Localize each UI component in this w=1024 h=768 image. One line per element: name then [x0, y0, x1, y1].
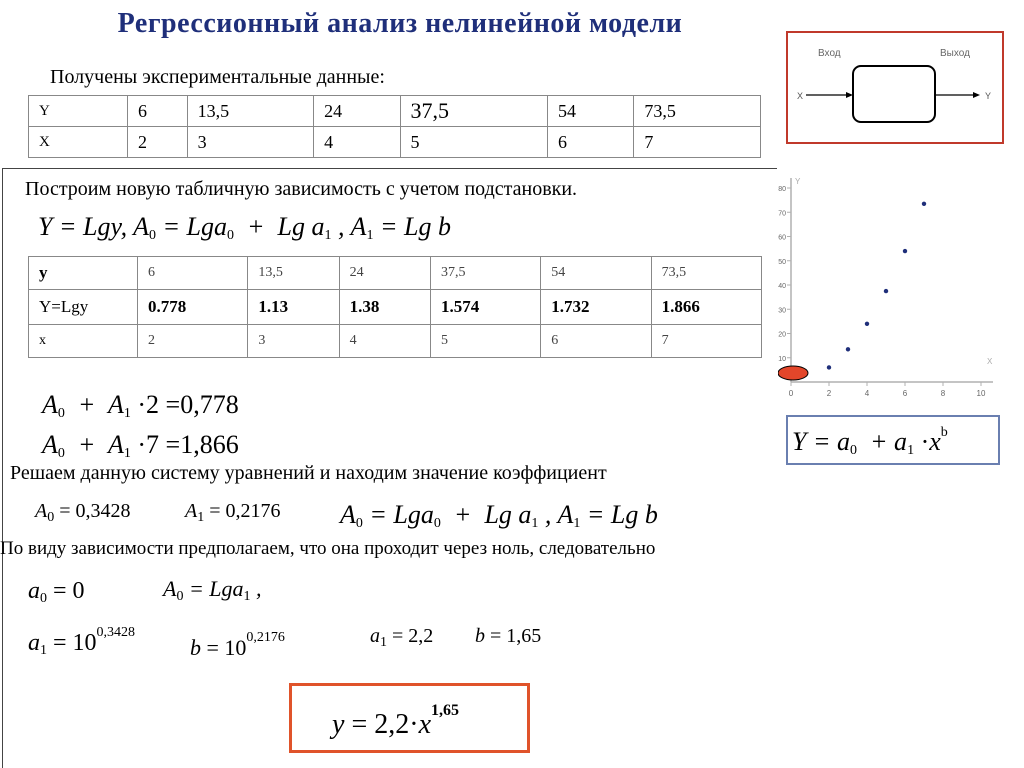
x-tick-label: 6	[902, 389, 908, 398]
table-cell: 7	[634, 127, 761, 158]
x-tick-label: 10	[976, 389, 986, 398]
y-axis-label: Y	[795, 177, 801, 186]
table-cell: 6	[547, 127, 633, 158]
final-result-box	[289, 683, 530, 753]
A0-lg-formula: $A_0 = Lga_1$ ,	[163, 576, 262, 604]
substitution-formula: Y = Lgy, $A_0 = Lga_0 + Lg$ $a_1$ , $A_1 = Lg$ b	[38, 212, 451, 243]
b-value-formula: b = 1,65	[475, 625, 542, 647]
diagram-output-label: Выход	[940, 48, 970, 59]
diagram-svg	[788, 33, 1002, 142]
y-tick-label: 60	[778, 234, 786, 242]
table-cell: 2	[138, 325, 248, 358]
row-label: Y=Lgy	[29, 290, 138, 325]
coef-A0: $A_0 = 0,3428$	[35, 500, 131, 525]
a1-value: = 2,2	[392, 625, 434, 647]
experimental-data-table	[28, 95, 761, 158]
data-point	[884, 289, 888, 293]
table-cell: 73,5	[634, 96, 761, 127]
data-point	[865, 322, 869, 326]
row-label: x	[29, 325, 138, 358]
table-row	[29, 127, 761, 158]
table-row	[29, 325, 762, 358]
coef-A1-value: = 0,2176	[209, 500, 281, 522]
model-formula-box	[786, 415, 1000, 465]
table-row	[29, 290, 762, 325]
table-cell: 1.866	[651, 290, 761, 325]
system-block	[853, 66, 935, 122]
a1-power-formula: $a_1 = 10^{0,3428}$	[28, 625, 136, 658]
b-value: = 1,65	[490, 625, 542, 647]
table-cell: 6	[138, 257, 248, 290]
table-row	[29, 257, 762, 290]
y-tick-label: 50	[778, 258, 786, 266]
table-cell: 1.574	[430, 290, 540, 325]
y-tick-label: 80	[778, 186, 786, 193]
table-cell: 1.13	[248, 290, 339, 325]
table-cell: 2	[128, 127, 188, 158]
substitution-formula-2: $A_0 = Lga_0 + Lg$ $a_1$ , $A_1 = Lg$ b	[340, 500, 658, 531]
solve-text: Решаем данную систему уравнений и находим значение коэффициент	[10, 462, 607, 484]
scatter-chart	[778, 166, 1014, 404]
output-arrow-head	[973, 92, 980, 98]
x-axis-label: X	[987, 357, 993, 366]
table-cell: 13,5	[248, 257, 339, 290]
data-point	[903, 249, 907, 253]
table-cell: 4	[339, 325, 430, 358]
b-exponent: 0,2176	[246, 630, 285, 645]
x-tick-label: 0	[788, 389, 794, 398]
equation-1: $A_0 + A_1 \cdot 2 =0,778$	[42, 390, 239, 421]
transformed-data-table	[28, 256, 762, 358]
table-cell: 3	[248, 325, 339, 358]
table-cell: 5	[430, 325, 540, 358]
table-cell: 24	[314, 96, 400, 127]
black-box-diagram	[786, 31, 1004, 144]
x-tick-label: 8	[940, 389, 946, 398]
x-tick-label: 4	[864, 389, 870, 398]
b-power-formula: $b = 10^{0,2176}$	[190, 630, 285, 660]
model-formula: $Y = a_0 + a_1 \cdot x^b$	[792, 425, 948, 458]
zero-text: По виду зависимости предполагаем, что она проходит через ноль, следовательно	[0, 538, 656, 559]
table-cell: 54	[541, 257, 651, 290]
table-cell: 37,5	[400, 96, 547, 127]
equation-2-value: =1,866	[165, 430, 239, 459]
final-formula: $y = 2,2\cdot x^{1,65}$	[332, 702, 459, 740]
intro-text: Получены экспериментальные данные:	[50, 66, 385, 88]
table-cell: 6	[541, 325, 651, 358]
data-point	[846, 347, 850, 351]
row-label: Y	[29, 96, 128, 127]
y-tick-label: 20	[778, 331, 786, 339]
table-cell: 0.778	[138, 290, 248, 325]
frame-top-line	[2, 168, 777, 169]
table-cell: 13,5	[187, 96, 314, 127]
data-point	[922, 202, 926, 206]
y-tick-label: 40	[778, 283, 786, 290]
diagram-input-label: Вход	[818, 48, 841, 59]
equation-1-value: =0,778	[165, 390, 239, 419]
a1-exponent: 0,3428	[96, 625, 136, 640]
data-point	[827, 365, 831, 369]
coef-A1: $A_1 = 0,2176$	[185, 500, 281, 525]
page-title: Регрессионный анализ нелинейной модели	[117, 8, 683, 39]
table-cell: 24	[339, 257, 430, 290]
equation-2: $A_0 + A_1 \cdot 7 =1,866$	[42, 430, 239, 461]
row-label: X	[29, 127, 128, 158]
table-cell: 5	[400, 127, 547, 158]
table-cell: 3	[187, 127, 314, 158]
table-cell: 7	[651, 325, 761, 358]
final-base: = 2,2·	[351, 709, 419, 740]
table-cell: 37,5	[430, 257, 540, 290]
coef-A0-value: = 0,3428	[59, 500, 131, 522]
table-cell: 1.38	[339, 290, 430, 325]
y-tick-label: 10	[778, 355, 786, 363]
a0-formula: $a_0 = 0$	[28, 578, 85, 606]
build-text: Построим новую табличную зависимость с учетом подстановки.	[25, 178, 578, 200]
diagram-y-label: Y	[985, 91, 992, 101]
y-tick-label: 30	[778, 307, 786, 315]
frame-left-line	[2, 168, 3, 768]
origin-marker	[778, 366, 808, 380]
table-cell: 6	[128, 96, 188, 127]
table-cell: 73,5	[651, 257, 761, 290]
final-exponent: 1,65	[431, 702, 459, 719]
a0-value: = 0	[53, 578, 85, 604]
row-label: y	[29, 257, 138, 290]
input-arrow-head	[846, 92, 853, 98]
a1-value-formula: $a_1 = 2,2$	[370, 625, 434, 650]
table-cell: 4	[314, 127, 400, 158]
table-row	[29, 96, 761, 127]
diagram-x-label: X	[797, 91, 804, 101]
table-cell: 1.732	[541, 290, 651, 325]
y-tick-label: 70	[778, 210, 786, 218]
table-cell: 54	[547, 96, 633, 127]
x-tick-label: 2	[826, 389, 832, 398]
